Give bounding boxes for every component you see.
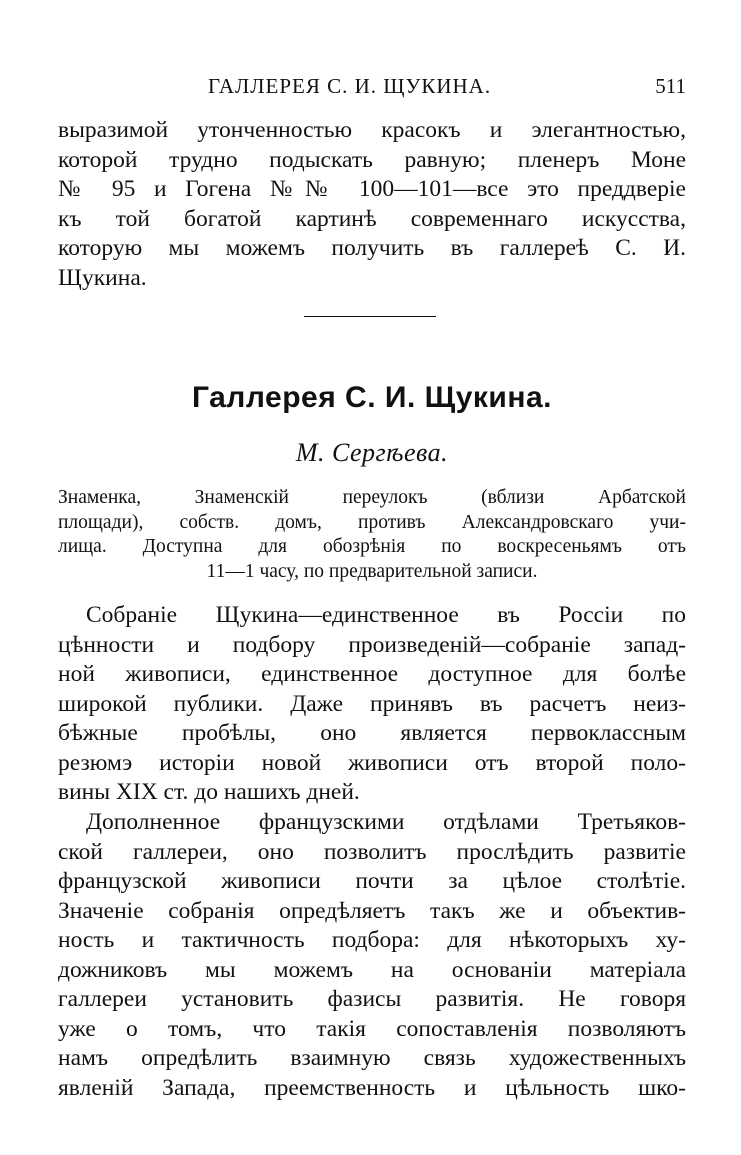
text-line: № 95 и Гогена №№ 100—101—все это преддверіе	[58, 176, 686, 202]
text-line: французской живописи почти за цѣлое столѣтіе.	[58, 868, 686, 894]
text-line: которую мы можемъ получить въ галлереѣ С. И.	[58, 235, 686, 261]
body-paragraph-1	[58, 601, 686, 808]
text-line: резюмэ исторіи новой живописи отъ второй поло-	[58, 749, 686, 776]
info-line: лища. Доступна для обозрѣнія по воскресеньямъ отъ	[58, 536, 686, 557]
section-author: М. Сергѣева.	[295, 438, 449, 467]
gallery-info	[58, 486, 686, 584]
text-line: ной живописи, единственное доступное для болѣе	[58, 661, 686, 687]
text-line: бѣжные пробѣлы, оно является первоклассным	[58, 720, 686, 746]
text-line: выразимой утонченностью красокъ и элегантностью,	[58, 117, 686, 143]
info-line: Знаменка, Знаменскій переулокъ (вблизи Арбатской	[58, 487, 686, 508]
text-line: галлереи установить фазисы развитія. Не говоря	[58, 986, 686, 1012]
text-line: широкой публики. Даже принявъ въ расчетъ неиз-	[58, 690, 686, 717]
text-line: ской галлереи, оно позволитъ прослѣдить развитіе	[58, 838, 686, 865]
running-title: ГАЛЛЕРЕЯ С. И. ЩУКИНА.	[208, 74, 492, 98]
text-line: явленій Запада, преемственность и цѣльность шко-	[58, 1074, 686, 1101]
body-paragraph-2	[58, 808, 686, 1103]
section-title: Галлерея С. И. Щукина.	[192, 381, 552, 414]
text-line: Щукина.	[58, 264, 147, 291]
page-number: 511	[655, 74, 686, 98]
section-divider	[304, 316, 436, 317]
text-line: намъ опредѣлить взаимную связь художественныхъ	[58, 1045, 686, 1071]
text-line: къ той богатой картинѣ современнаго искусства,	[58, 205, 686, 232]
text-line: уже о томъ, что такія сопоставленія позволяютъ	[58, 1015, 686, 1042]
text-line: Собраніе Щукина—единственное въ Россіи по	[86, 602, 686, 628]
info-line: 11—1 часу, по предварительной записи.	[206, 560, 538, 582]
info-line: площади), собств. домъ, противъ Александровскаго учи-	[58, 511, 686, 533]
text-line: Дополненное французскими отдѣлами Третьяков-	[86, 809, 686, 835]
text-line: вины XIX ст. до нашихъ дней.	[58, 779, 360, 805]
text-line: дожниковъ мы можемъ на основаніи матеріала	[58, 956, 686, 983]
text-line: ность и тактичность подбора: для нѣкоторыхъ ху-	[58, 927, 686, 953]
text-line: Значеніе собранія опредѣляетъ такъ же и объектив-	[58, 897, 686, 924]
text-line: которой трудно подыскать равную; пленеръ Моне	[58, 146, 686, 173]
text-line: цѣнности и подбору произведеній—собраніе запад-	[58, 631, 686, 658]
running-head	[58, 74, 686, 100]
top-paragraph	[58, 116, 686, 293]
